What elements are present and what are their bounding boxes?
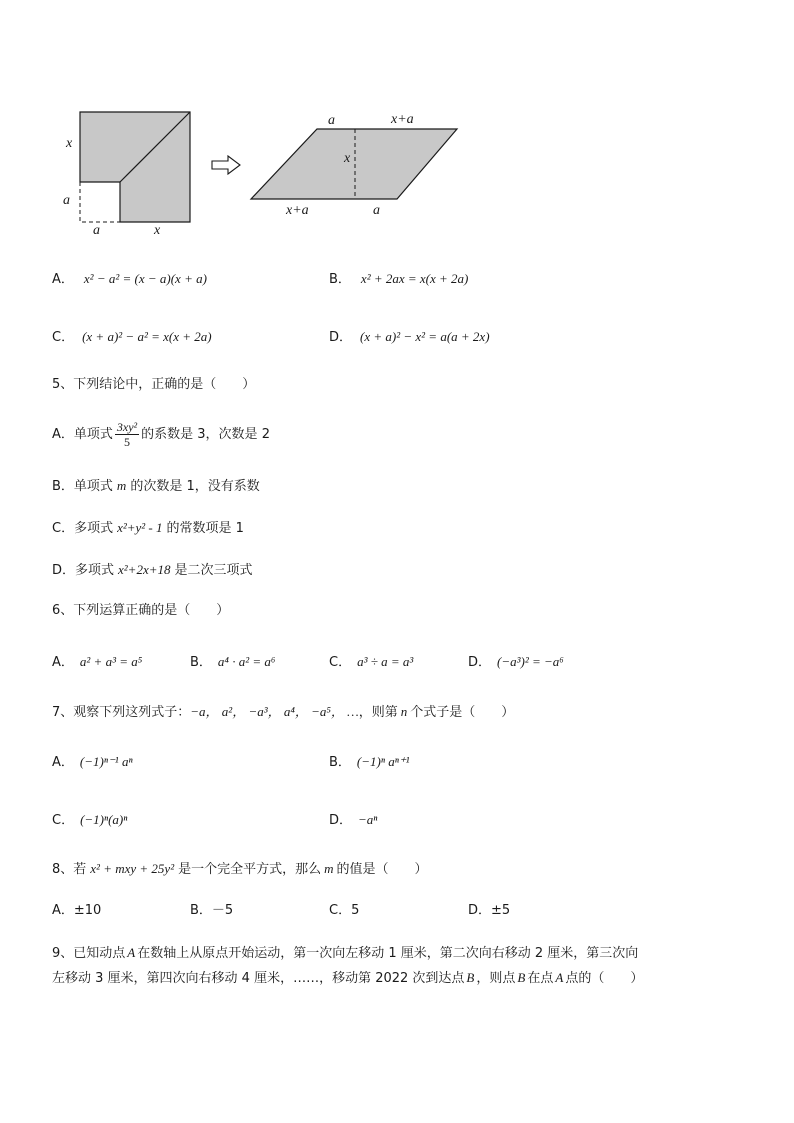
label-a-bottom: a [93,223,100,238]
q5-option-c: C．多项式 x²+y² - 1 的常数项是 1 [52,520,244,536]
q5-option-d: D．多项式 x²+2x+18 是二次三项式 [52,562,253,578]
q7-option-c: C． (−1)ⁿ(a)ⁿ [52,812,128,828]
label-a-side: a [63,193,70,208]
q8-option-c: C．5 [329,903,360,918]
q8-option-d: D．±5 [468,903,511,918]
q6-option-b: B． a⁴ · a² = a⁶ [190,654,276,670]
q6-option-d: D． (−a³)² = −a⁶ [468,654,564,670]
q5-stem: 5、下列结论中，正确的是（ ） [52,377,256,392]
q5-option-a: A．单项式 $\frac{\text{3xy²}}{5}$ 的系数是 3，次数是 2 [52,420,270,449]
q7-stem: 7、观察下列这列式子：−a， a²， −a³， a⁴， −a⁵， …，则第 n 个式子是（ ） [52,704,515,720]
label-bottom-xa: x+a [286,203,309,218]
q8-option-a: A．±10 [52,903,102,918]
label-top-xa: x+a [391,112,414,127]
q6-stem: 6、下列运算正确的是（ ） [52,603,230,618]
q4-option-c: C． (x + a)² − a² = x(x + 2a) [52,329,212,345]
q4-option-a: A． x² − a² = (x − a)(x + a) [52,271,207,287]
label-bottom-a: a [373,203,380,218]
shaded-parallelogram [251,129,457,199]
label-height-x: x [344,151,351,166]
q7-option-d: D． −aⁿ [329,812,378,828]
q7-option-b: B． (−1)ⁿ aⁿ⁺¹ [329,754,410,770]
q4-option-b: B． x² + 2ax = x(x + 2a) [329,271,469,287]
label-x-side: x [66,136,73,151]
q4-option-d: D． (x + a)² − x² = a(a + 2x) [329,329,490,345]
removed-square-dashed [80,182,120,222]
q9-line-2: 左移动 3 厘米，第四次向右移动 4 厘米，……，移动第 2022 次到达点 B ，则点 B 在点 A 点的（ ） [52,970,644,986]
q7-option-a: A． (−1)ⁿ⁻¹ aⁿ [52,754,133,770]
square-diagram [63,112,190,238]
label-x-bottom: x [154,223,161,238]
q6-option-a: A． a² + a³ = a⁵ [52,654,143,670]
geometry-figure [0,0,794,250]
q8-stem: 8、若 x² + mxy + 25y² 是一个完全平方式，那么 m 的值是（ ） [52,861,428,877]
parallelogram-diagram [251,112,457,218]
q6-option-c: C． a³ ÷ a = a³ [329,654,414,670]
label-top-a: a [328,113,335,128]
fraction: $\frac{\text{3xy²}}{5}$ [116,420,138,449]
transform-arrow-icon [212,156,240,174]
q8-option-b: B．－5 [190,903,234,918]
q5-option-b: B．单项式 m 的次数是 1，没有系数 [52,478,260,494]
q9-line-1: 9、已知动点 A 在数轴上从原点开始运动，第一次向左移动 1 厘米，第二次向右移动 2 厘米，第三次向 [52,945,639,961]
